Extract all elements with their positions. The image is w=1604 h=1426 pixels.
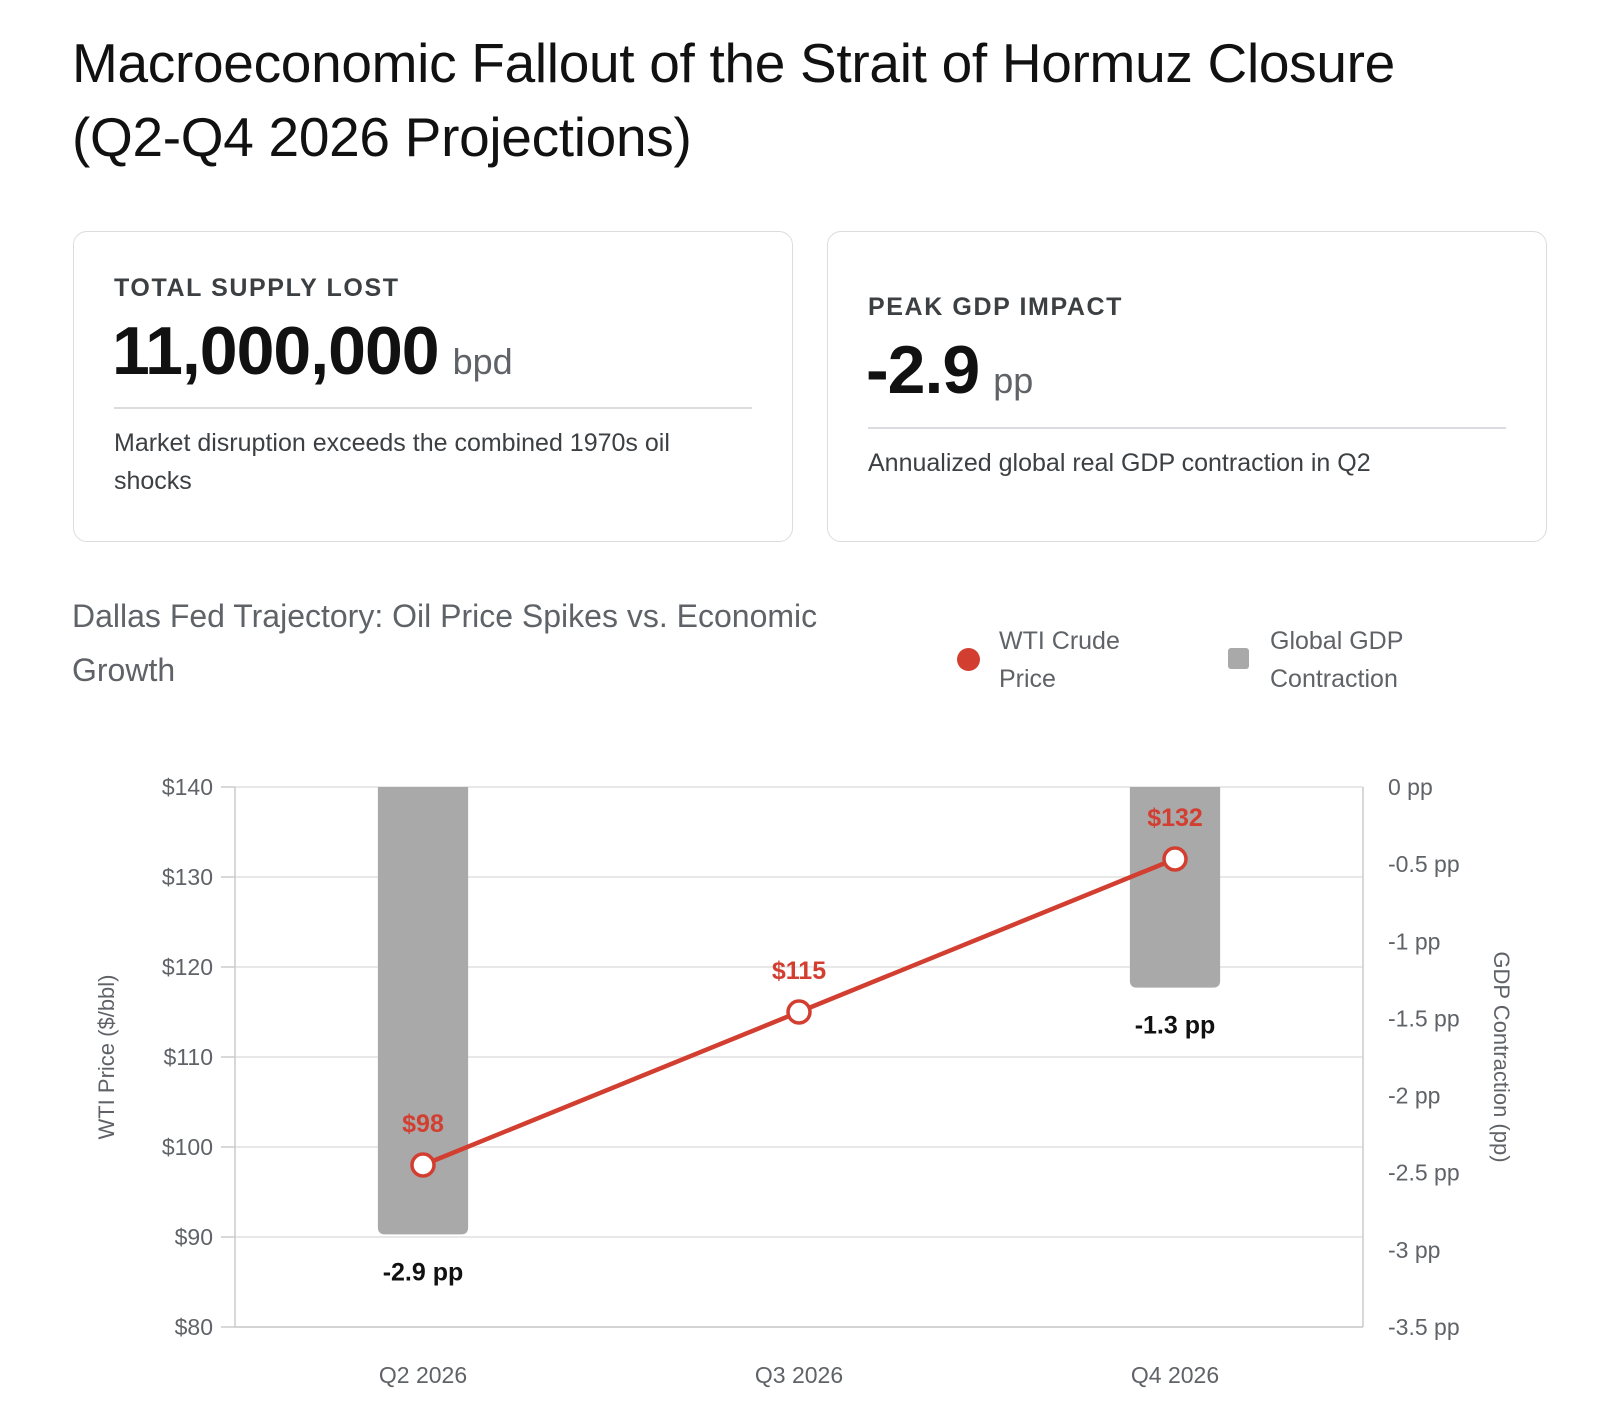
left-axis-tick-label: $130 bbox=[161, 864, 213, 890]
left-axis-tick-label: $110 bbox=[163, 1044, 213, 1070]
supply-lost-value: 11,000,000 bbox=[112, 313, 439, 389]
supply-lost-unit: bpd bbox=[452, 341, 513, 382]
right-axis-tick-label: -3.5 pp bbox=[1388, 1314, 1460, 1340]
right-axis-tick-label: -0.5 pp bbox=[1388, 851, 1460, 878]
left-axis-tick-label: $90 bbox=[174, 1224, 213, 1250]
wti-price-label: $98 bbox=[402, 1110, 444, 1138]
page-title-line2: (Q2-Q4 2026 Projections) bbox=[72, 106, 692, 168]
wti-line-series bbox=[402, 804, 1203, 1176]
supply-lost-description: Market disruption exceeds the combined 1970s oil shocks bbox=[114, 429, 670, 495]
x-axis-tick-label: Q2 2026 bbox=[378, 1362, 468, 1388]
right-axis-title: GDP Contraction (pp) bbox=[1489, 951, 1514, 1163]
chart-title-line2: Growth bbox=[72, 652, 176, 688]
gdp-impact-value: -2.9 bbox=[866, 332, 980, 408]
legend-label-wti-line2: Price bbox=[999, 665, 1056, 693]
legend-label-gdp-line1: Global GDP bbox=[1270, 627, 1404, 655]
wti-price-point[interactable] bbox=[412, 1154, 434, 1176]
right-axis-tick-label: -1.5 pp bbox=[1388, 1005, 1460, 1032]
right-axis-tick-label: -2 pp bbox=[1388, 1082, 1441, 1109]
gdp-bar-label: -1.3 pp bbox=[1134, 1011, 1216, 1040]
left-axis-tick-label: $140 bbox=[161, 774, 213, 800]
left-axis-title: WTI Price ($/bbl) bbox=[94, 974, 119, 1140]
page-title-line1: Macroeconomic Fallout of the Strait of Hormuz Closure bbox=[72, 32, 1395, 94]
wti-price-point[interactable] bbox=[1164, 848, 1186, 870]
left-axis-tick-label: $120 bbox=[161, 954, 213, 980]
legend-label-gdp-line2: Contraction bbox=[1270, 665, 1398, 693]
right-axis-tick-label: 0 pp bbox=[1388, 774, 1433, 800]
right-axis-tick-label: -2.5 pp bbox=[1388, 1159, 1460, 1186]
left-axis-tick-label: $80 bbox=[174, 1314, 213, 1340]
axes bbox=[94, 774, 1514, 1388]
chart-title-line1: Dallas Fed Trajectory: Oil Price Spikes vs. Economic bbox=[72, 598, 818, 634]
wti-price-label: $132 bbox=[1147, 804, 1203, 832]
right-axis-tick-label: -3 pp bbox=[1388, 1236, 1441, 1263]
supply-lost-label: TOTAL SUPPLY LOST bbox=[114, 274, 400, 302]
gdp-impact-label: PEAK GDP IMPACT bbox=[868, 293, 1124, 321]
x-axis-tick-label: Q3 2026 bbox=[754, 1362, 844, 1388]
right-axis-tick-label: -1 pp bbox=[1388, 928, 1441, 955]
gdp-impact-unit: pp bbox=[993, 360, 1034, 401]
gdp-bars bbox=[378, 787, 1220, 1286]
wti-price-label: $115 bbox=[771, 957, 827, 985]
gdp-bar-label: -2.9 pp bbox=[382, 1258, 464, 1287]
x-axis-tick-label: Q4 2026 bbox=[1130, 1362, 1220, 1388]
wti-price-point[interactable] bbox=[788, 1001, 810, 1023]
gdp-impact-description: Annualized global real GDP contraction in Q2 bbox=[868, 449, 1371, 477]
legend-label-wti-line1: WTI Crude bbox=[999, 627, 1120, 655]
left-axis-tick-label: $100 bbox=[161, 1134, 213, 1160]
